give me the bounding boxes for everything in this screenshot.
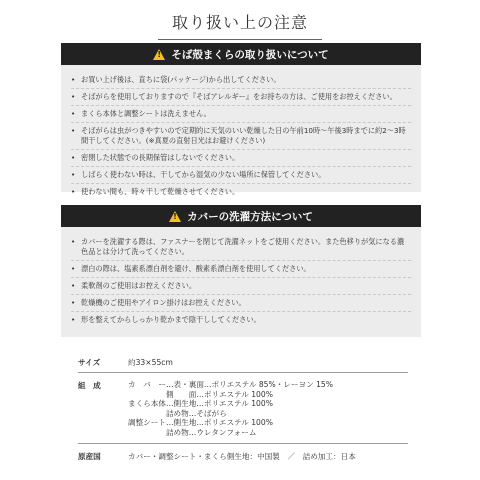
- bullet-icon: •: [71, 75, 76, 84]
- cover-washing-section: [61, 205, 421, 337]
- list-item: • 使わない間も、時々干して乾燥させてください。: [71, 187, 240, 196]
- cover-washing-heading: カバーの洗濯方法について: [187, 210, 313, 223]
- composition-line: 詰め物…そばがら: [128, 408, 227, 418]
- list-item: • しばらく使わない時は、干してから湿気の少ない場所に保管してください。: [71, 167, 411, 184]
- bullet-icon: •: [71, 109, 76, 118]
- list-item: • そばがらを使用しておりますので『そばアレルギー』をお持ちの方は、ご使用をお控えください。: [71, 89, 411, 106]
- pillow-care-heading: そば殻まくらの取り扱いについて: [171, 48, 329, 61]
- composition-value: [128, 380, 408, 438]
- composition-line: 調整シート…側生地…ポリエステル 100%: [128, 418, 273, 428]
- bullet-icon: •: [71, 126, 76, 135]
- composition-line: まくら本体…側生地…ポリエステル 100%: [128, 399, 273, 409]
- page-title-wrap: [0, 8, 480, 40]
- bullet-icon: •: [71, 237, 76, 246]
- pillow-care-section: [61, 43, 421, 196]
- pillow-care-heading-bar: [61, 43, 421, 65]
- list-item: • お買い上げ後は、直ちに袋(パッケージ)から出してください。: [71, 72, 411, 89]
- bullet-icon: •: [71, 315, 76, 324]
- cover-washing-list: [61, 227, 421, 328]
- pillow-care-list: [61, 65, 421, 200]
- origin-row: [78, 451, 408, 462]
- size-row: [78, 357, 408, 368]
- divider: [78, 443, 408, 444]
- bullet-icon: •: [71, 264, 76, 273]
- list-item: • 漂白の際は、塩素系漂白剤を避け、酸素系漂白剤を使用してください。: [71, 261, 411, 278]
- bullet-icon: •: [71, 281, 76, 290]
- origin-label: 原産国: [78, 452, 101, 461]
- list-item: • 乾燥機のご使用やアイロン掛けはお控えください。: [71, 295, 411, 312]
- list-item: • カバーを洗濯する際は、ファスナーを閉じて洗濯ネットをご使用ください。また色移りが気になる濃色品とは分けて洗ってください。: [71, 234, 411, 261]
- origin-value: カバー・調整シート・まくら側生地：中国製 ／ 詰め加工：日本: [128, 452, 356, 461]
- bullet-icon: •: [71, 298, 76, 307]
- composition-line: 詰め物…ウレタンフォーム: [128, 427, 257, 437]
- composition-line: カ バ ー…表・裏面…ポリエステル 85%・レーヨン 15%: [128, 380, 333, 389]
- list-item: • まくら本体と調整シートは洗えません。: [71, 106, 411, 123]
- composition-line: 側 面…ポリエステル 100%: [128, 389, 273, 399]
- cover-washing-heading-bar: [61, 205, 421, 227]
- list-item: • そばがらは虫がつきやすいので定期的に天気のいい乾燥した日の午前10時〜午後3時までに約2〜3時間干してください。(※真夏の直射日光はお避けください): [71, 123, 411, 150]
- size-value: 約33×55cm: [128, 358, 173, 367]
- divider: [78, 372, 408, 373]
- list-item: • 密閉した状態での長期保管はしないでください。: [71, 150, 411, 167]
- bullet-icon: •: [71, 153, 76, 162]
- warning-icon: [169, 211, 181, 222]
- page-title: 取り扱い上の注意: [158, 8, 322, 40]
- warning-icon: [153, 49, 165, 60]
- list-item: • 形を整えてからしっかり乾かまで陰干ししてください。: [71, 315, 261, 324]
- composition-row: [78, 380, 408, 438]
- composition-label: 組 成: [78, 381, 101, 390]
- list-item: • 柔軟剤のご使用はお控えください。: [71, 278, 411, 295]
- bullet-icon: •: [71, 170, 76, 179]
- bullet-icon: •: [71, 92, 76, 101]
- size-label: サイズ: [78, 358, 101, 367]
- bullet-icon: •: [71, 187, 76, 196]
